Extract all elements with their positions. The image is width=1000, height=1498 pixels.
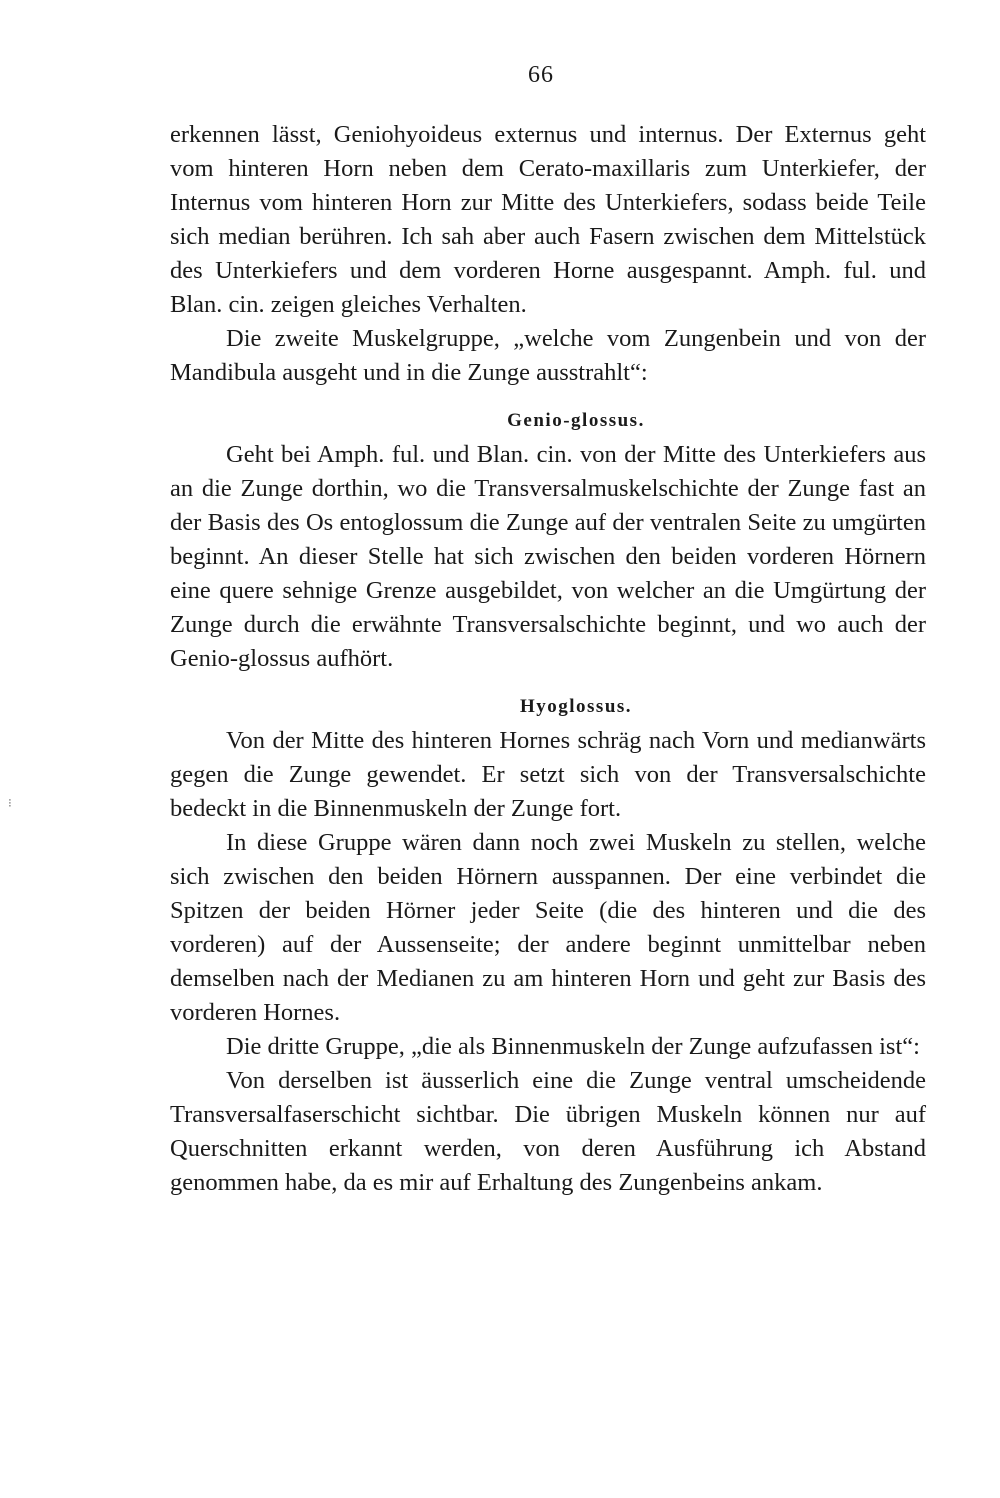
page-number: 66 [528,62,554,88]
paragraph-intrinsic-muscles: Von derselben ist äusserlich eine die Zunge ventral umscheidende Transversalfaserschicht sichtbar. Die übrigen Muskeln können nur auf Querschnitten erkannt werden, von deren Ausführung ich Abstand genommen habe, da es mir auf Erhaltung des Zungenbeins ankam. [170,1067,926,1196]
paragraph-hyoglossus: Von der Mitte des hinteren Hornes schräg nach Vorn und medianwärts gegen die Zunge gewendet. Er setzt sich von der Transversalschichte bedeckt in die Binnenmuskeln der Zunge fort. [170,727,926,822]
paragraph-third-group: Die dritte Gruppe, „die als Binnenmuskeln der Zunge aufzufassen ist“: [226,1033,920,1060]
margin-speck: ⁝ [8,796,12,810]
heading-genio-glossus: Genio-glossus. [507,410,645,431]
paragraph-second-group: Die zweite Muskelgruppe, „welche vom Zungenbein und von der Mandibula ausgeht und in die Zunge ausstrahlt“: [170,325,926,386]
page-body [170,118,926,1200]
paragraph-genio-glossus: Geht bei Amph. ful. und Blan. cin. von der Mitte des Unterkiefers aus an die Zunge dorthin, wo die Transversalmuskelschichte der Zunge fast an der Basis des Os entoglossum die Zunge auf der ventralen Seite zu umgürten beginnt. An dieser Stelle hat sich zwischen den beiden vorderen Hörnern eine quere sehnige Grenze ausgebildet, von welcher an die Umgürtung der Zunge durch die erwähnte Transversalschichte beginnt, und wo auch der Genio-glossus aufhört. [170,441,926,672]
heading-hyoglossus: Hyoglossus. [519,696,633,717]
paragraph-additional-muscles: In diese Gruppe wären dann noch zwei Muskeln zu stellen, welche sich zwischen den beiden Hörnern ausspannen. Der eine verbindet die Spitzen der beiden Hörner jeder Seite (die des hinteren und die des vorderen) auf der Aussenseite; der andere beginnt unmittelbar neben demselben nach der Medianen zu am hinteren Horn und geht zur Basis des vorderen Hornes. [170,829,926,1026]
paragraph-continuation: erkennen lässt, Geniohyoideus externus und internus. Der Externus geht vom hinteren Horn neben dem Cerato-maxillaris zum Unterkiefer, der Internus vom hinteren Horn zur Mitte des Unterkiefers, sodass beide Teile sich median berühren. Ich sah aber auch Fasern zwischen dem Mittelstück des Unterkiefers und dem vorderen Horne ausgespannt. Amph. ful. und Blan. cin. zeigen gleiches Verhalten. [170,121,926,318]
